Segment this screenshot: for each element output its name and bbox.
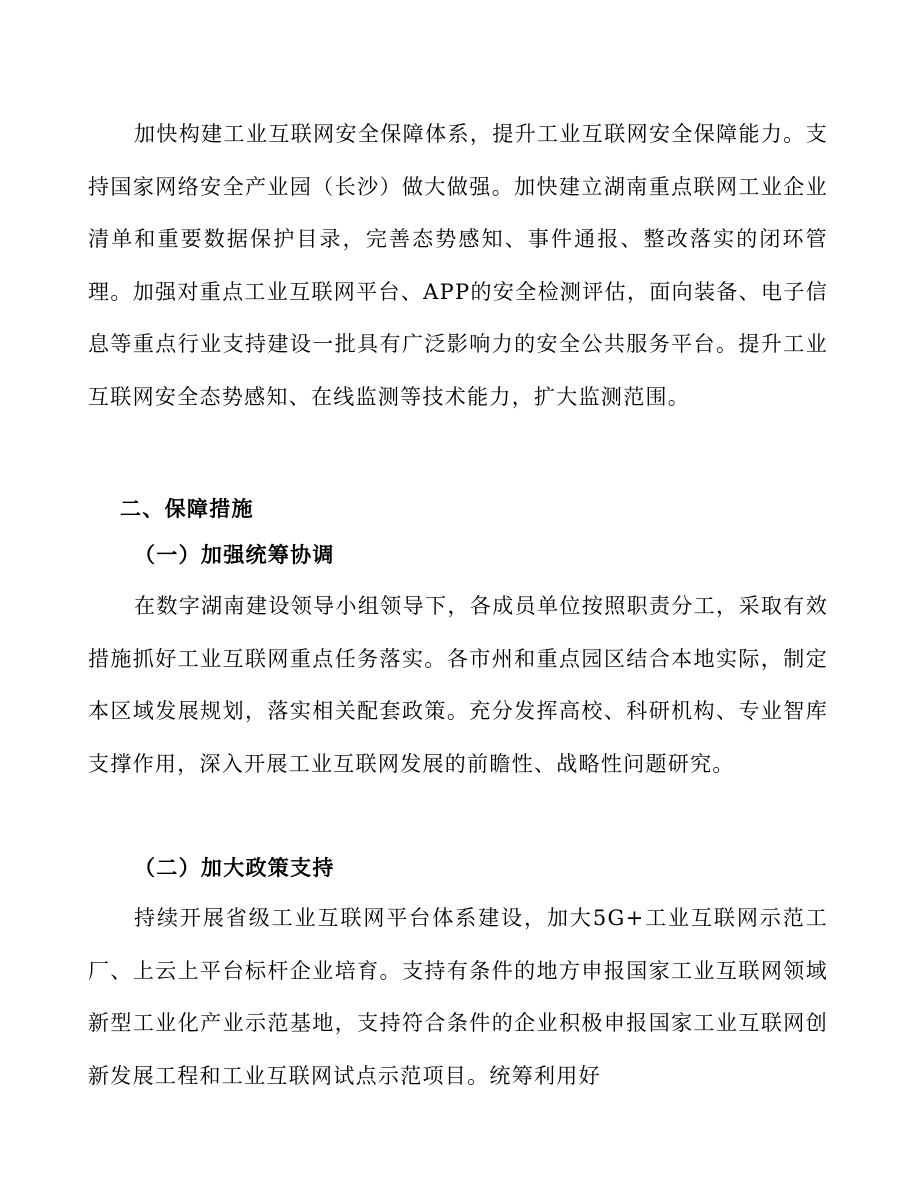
paragraph-coordination: 在数字湖南建设领导小组领导下，各成员单位按照职责分工，采取有效措施抓好工业互联网重点任务落实。各市州和重点园区结合本地实际，制定本区域发展规划，落实相关配套政策。充分发挥高校、科研机构、专业智库支撑作用，深入开展工业互联网发展的前瞻性、战略性问题研究。: [88, 594, 828, 776]
subheading-policy-support: （二）加大政策支持: [134, 855, 335, 880]
paragraph-policy-support: 持续开展省级工业互联网平台体系建设，加大5G+工业互联网示范工厂、上云上平台标杆企业培育。支持有条件的地方申报国家工业互联网领域新型工业化产业示范基地，支持符合条件的企业积极申报国家工业互联网创新发展工程和工业互联网试点示范项目。统筹利用好: [88, 906, 828, 1088]
paragraph-security: 加快构建工业互联网安全保障体系，提升工业互联网安全保障能力。支持国家网络安全产业园（长沙）做大做强。加快建立湖南重点联网工业企业清单和重要数据保护目录，完善态势感知、事件通报、整改落实的闭环管理。加强对重点工业互联网平台、APP的安全检测评估，面向装备、电子信息等重点行业支持建设一批具有广泛影响力的安全公共服务平台。提升工业互联网安全态势感知、在线监测等技术能力，扩大监测范围。: [88, 122, 828, 409]
subheading-coordination: （一）加强统筹协调: [134, 542, 335, 567]
section-heading-safeguards: 二、保障措施: [120, 497, 254, 521]
